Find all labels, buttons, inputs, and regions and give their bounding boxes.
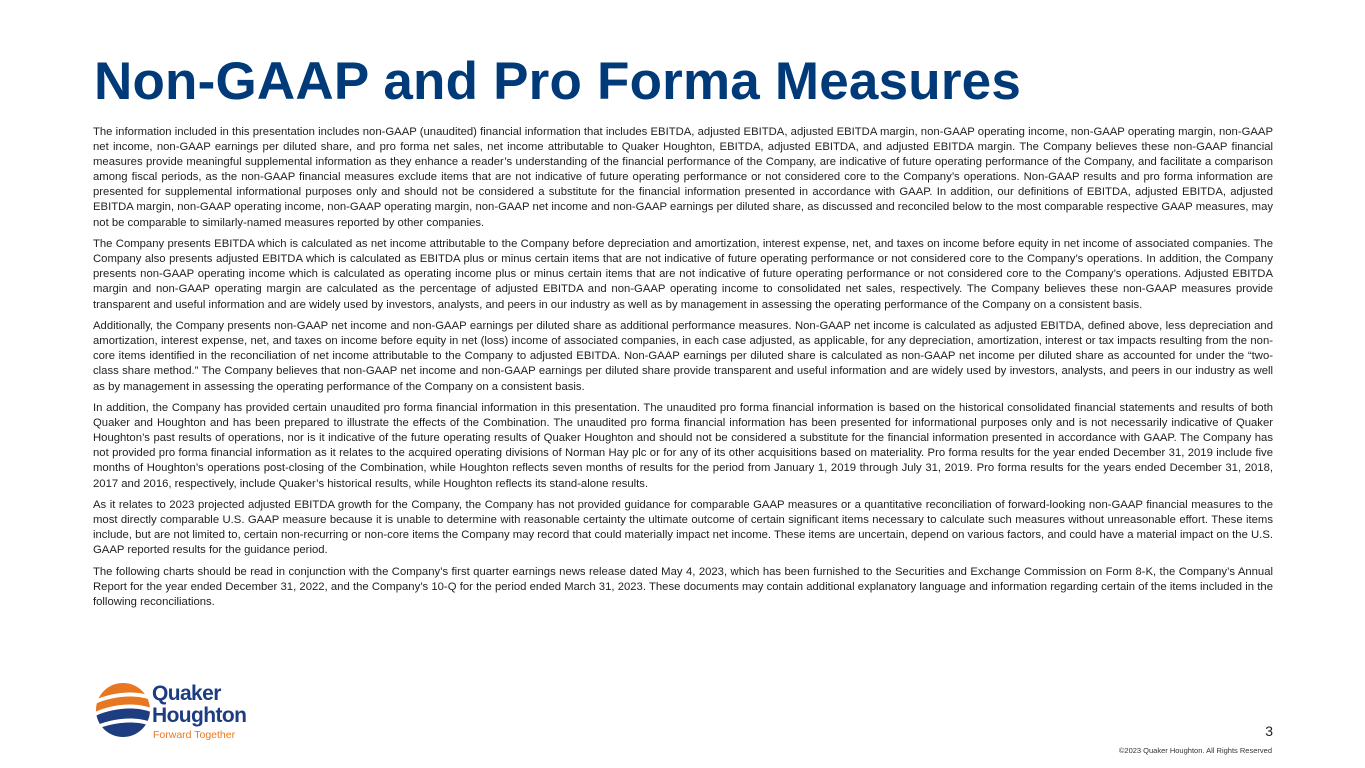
quaker-houghton-logo: [95, 682, 275, 746]
copyright-notice: ©2023 Quaker Houghton. All Rights Reserved: [1118, 746, 1272, 755]
logo-word-houghton: Houghton: [152, 704, 247, 727]
paragraph-guidance: As it relates to 2023 projected adjusted EBITDA growth for the Company, the Company has not provided guidance for comparable GAAP measures or a quantitative reconciliation of forward-looking non-GAAP financial measures to the most directly comparable U.S. GAAP measure because it is unable to determine with reasonable certainty the ultimate outcome of certain significant items necessary to calculate such measures without unreasonable effort. These items include, but are not limited to, certain non-recurring or non-core items the Company may record that could materially impact net income. These items are uncertain, depend on various factors, and could have a material impact on the U.S. GAAP reported results for the guidance period.: [93, 499, 1273, 557]
paragraph-net-income-definition: Additionally, the Company presents non-GAAP net income and non-GAAP earnings per diluted share as additional performance measures. Non-GAAP net income is calculated as adjusted EBITDA, defined above, less depreciation and amortization, interest expense, net, and taxes on income before equity in net (loss) income of associated companies, in each case adjusted, as applicable, for any depreciation, amortization, interest or tax impacts resulting from the non-core items identified in the reconciliation of net income attributable to the Company to adjusted EBITDA. Non-GAAP earnings per diluted share is calculated as non-GAAP net income per diluted share as accounted for under the “two-class share method.” The Company believes that non-GAAP net income and non-GAAP earnings per diluted share provide transparent and useful information and are widely used by investors, analysts, and peers in our industry as well as by management in assessing the operating performance of the Company on a consistent basis.: [93, 320, 1273, 393]
page-number: 3: [1265, 723, 1273, 739]
paragraph-reading-note: The following charts should be read in conjunction with the Company’s first quarter earnings news release dated May 4, 2023, which has been furnished to the Securities and Exchange Commission on Form 8-K, the Company’s Annual Report for the year ended December 31, 2022, and the Company’s 10-Q for the period ended March 31, 2023. These documents may contain additional explanatory language and information regarding certain of the items included in the following reconciliations.: [93, 566, 1273, 609]
slide-title: Non-GAAP and Pro Forma Measures: [94, 52, 1022, 111]
paragraph-ebitda-definition: The Company presents EBITDA which is calculated as net income attributable to the Company before depreciation and amortization, interest expense, net, and taxes on income before equity in net income of associated companies. The Company also presents adjusted EBITDA which is calculated as EBITDA plus or minus certain items that are not indicative of future operating performance or not considered core to the Company’s operations. In addition, the Company presents non-GAAP operating income which is calculated as operating income plus or minus certain items that are not indicative of future operating performance or not considered core to the Company’s operations. Adjusted EBITDA margin and non-GAAP operating margin are calculated as the percentage of adjusted EBITDA and non-GAAP operating income to consolidated net sales, respectively. The Company believes these non-GAAP measures provide transparent and useful information and are widely used by investors, analysts, and peers in our industry as well as by management in assessing the operating performance of the Company on a consistent basis.: [93, 238, 1273, 311]
logo-word-quaker: Quaker: [152, 682, 221, 705]
logo-mark-icon: [95, 682, 151, 738]
body-text: [93, 125, 1273, 617]
paragraph-non-gaap-overview: The information included in this presentation includes non-GAAP (unaudited) financial information that includes EBITDA, adjusted EBITDA, adjusted EBITDA margin, non-GAAP operating income, non-GAAP operating margin, non-GAAP net income, non-GAAP earnings per diluted share, and pro forma net sales, net income attributable to Quaker Houghton, EBITDA, adjusted EBITDA, and adjusted EBITDA margin. The Company believes these non-GAAP financial measures provide meaningful supplemental information as they enhance a reader’s understanding of the financial performance of the Company, are indicative of future operating performance of the Company, and facilitate a comparison among fiscal periods, as the non-GAAP financial measures exclude items that are not indicative of future operating performance or not considered core to the Company’s operations. Non-GAAP results and pro forma information are presented for supplemental informational purposes only and should not be considered a substitute for the financial information presented in accordance with GAAP. In addition, our definitions of EBITDA, adjusted EBITDA, adjusted EBITDA margin, non-GAAP operating income, non-GAAP operating margin, non-GAAP net income and non-GAAP earnings per diluted share, as discussed and reconciled below to the most comparable respective GAAP measures, may not be comparable to similarly-named measures reported by other companies.: [93, 126, 1273, 229]
logo-tagline: Forward Together: [153, 729, 236, 741]
paragraph-pro-forma: In addition, the Company has provided certain unaudited pro forma financial information in this presentation. The unaudited pro forma financial information is based on the historical consolidated financial statements and results of both Quaker and Houghton and has been prepared to illustrate the effects of the Combination. The unaudited pro forma financial information has been presented for informational purposes only and is not necessarily indicative of Quaker Houghton’s past results of operations, nor is it indicative of the future operating results of Quaker Houghton and should not be considered a substitute for the financial information presented in accordance with GAAP. The Company has not provided pro forma financial information as it relates to the acquired operating divisions of Norman Hay plc or for any of its other acquisitions based on materiality. Pro forma results for the year ended December 31, 2019 include five months of Houghton’s operations post-closing of the Combination, while Houghton reflects seven months of results for the period from January 1, 2019 through July 31, 2019. Pro forma results for the years ended December 31, 2018, 2017 and 2016, respectively, include Quaker’s historical results, while Houghton reflects its stand-alone results.: [93, 402, 1273, 490]
